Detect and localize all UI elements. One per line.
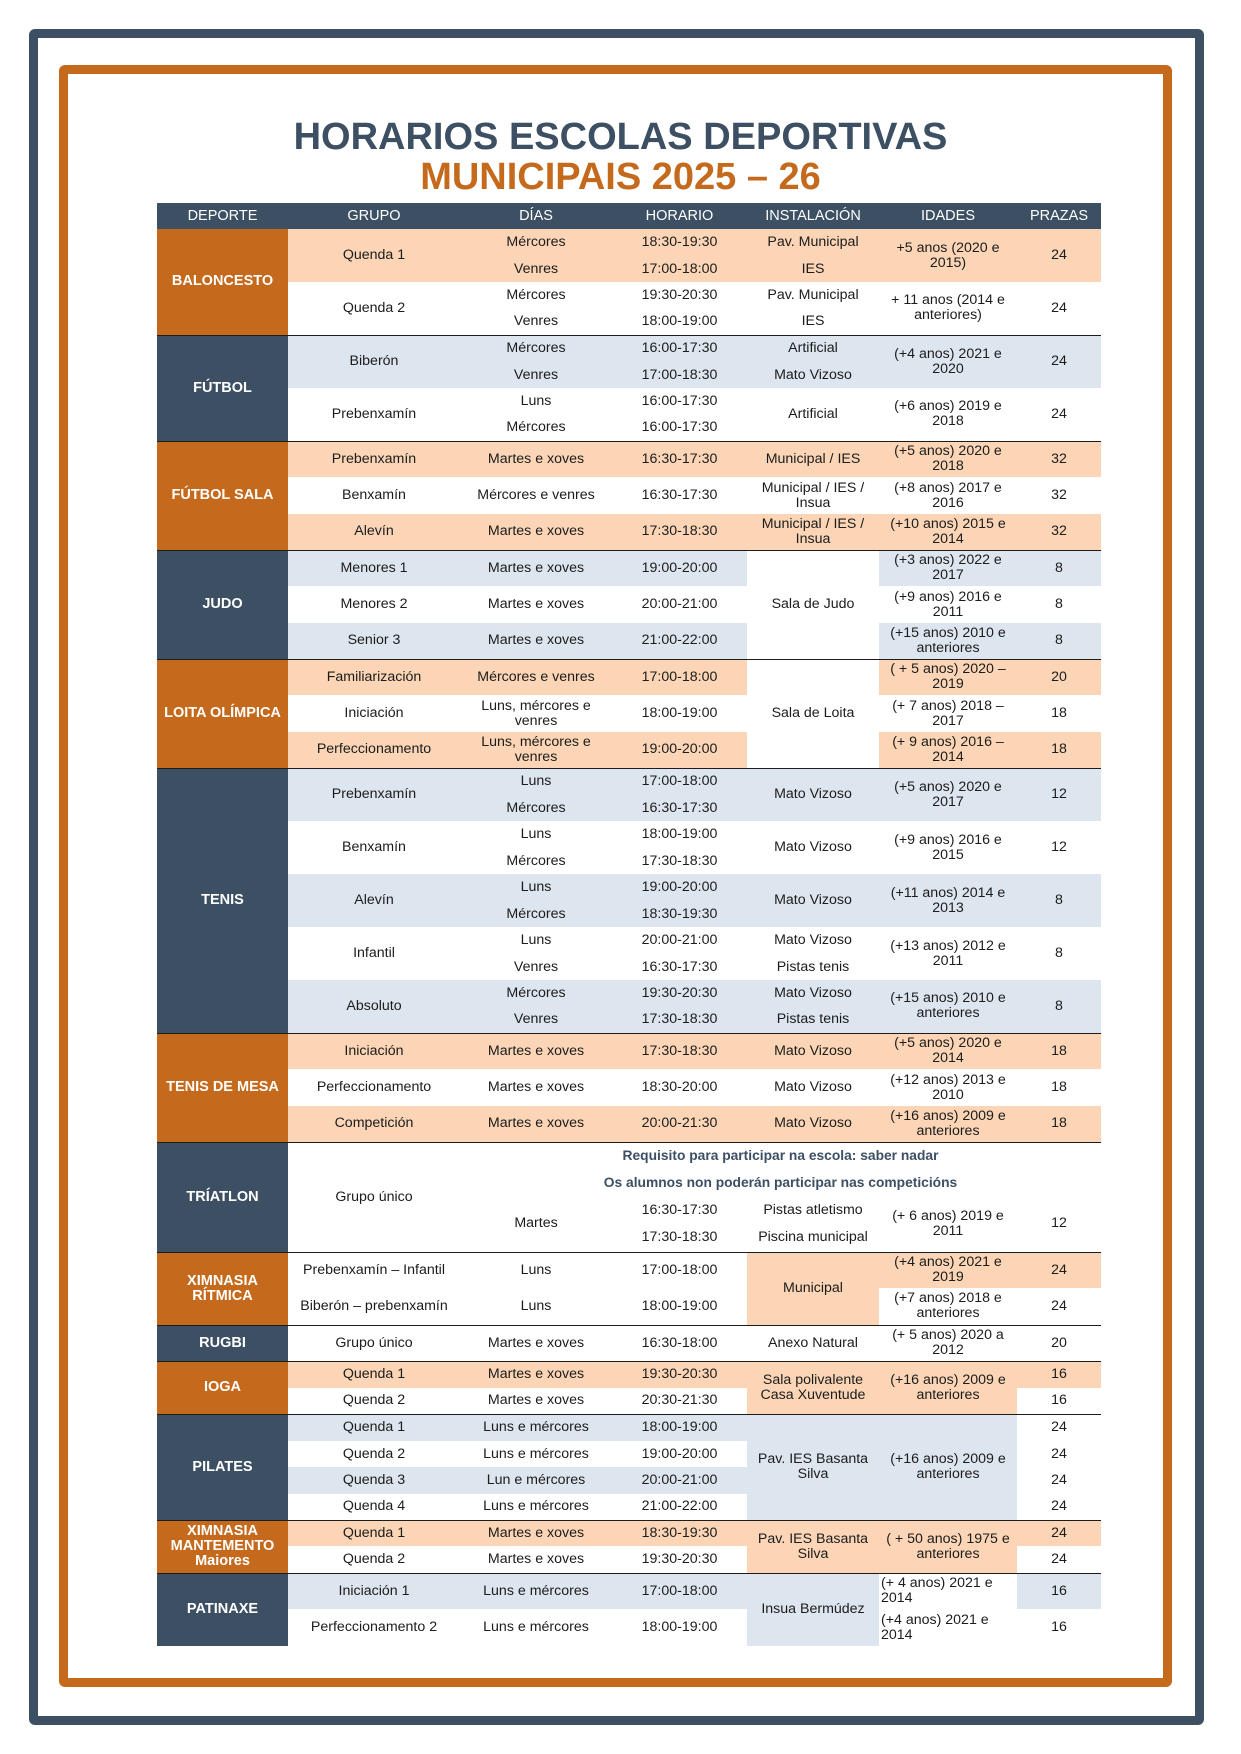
cell-horario: 18:30-19:30 bbox=[641, 905, 718, 922]
cell-grupo: Iniciación 1 bbox=[288, 1573, 460, 1609]
cell-prazas: 24 bbox=[1017, 1520, 1101, 1546]
sport-tenis: TENIS bbox=[157, 768, 288, 1033]
cell-idades: ( + 5 anos) 2020 – 2019 bbox=[879, 659, 1017, 695]
cell-idades: (+13 anos) 2012 e 2011 bbox=[890, 937, 1006, 969]
cell-idades: (+5 anos) 2020 e 2018 bbox=[879, 441, 1017, 477]
cell-instalacion: Piscina municipal bbox=[758, 1229, 868, 1246]
cell-prazas: 18 bbox=[1017, 1033, 1101, 1069]
cell-instalacion: Pav. IES Basanta Silva bbox=[747, 1414, 879, 1520]
header-instalacion: INSTALACIÓN bbox=[747, 203, 879, 229]
cell-dias: Mércores bbox=[506, 234, 566, 250]
cell-idades: (+16 anos) 2009 e anteriores bbox=[879, 1414, 1017, 1520]
cell-horario: 18:30-19:30 bbox=[612, 1520, 747, 1546]
cell-grupo: Perfeccionamento bbox=[316, 1079, 432, 1095]
cell-prazas: 8 bbox=[1055, 632, 1063, 649]
cell-prazas: 24 bbox=[1017, 1414, 1101, 1441]
cell-dias: Mércores bbox=[506, 799, 566, 816]
table-row bbox=[157, 335, 1101, 362]
cell-prazas: 24 bbox=[1051, 405, 1067, 422]
cell-prazas: 24 bbox=[1051, 247, 1067, 263]
cell-grupo: Infantil bbox=[353, 945, 395, 961]
triatlon-requirement-note: Requisito para participar na escola: saber nadar bbox=[460, 1142, 1101, 1169]
cell-grupo: Prebenxamín bbox=[288, 768, 460, 821]
cell-grupo: Biberón – prebenxamín bbox=[300, 1297, 448, 1314]
cell-grupo: Menores 2 bbox=[340, 596, 408, 612]
cell-dias: Luns e mércores bbox=[460, 1414, 612, 1441]
cell-instalacion: Pistas tenis bbox=[776, 1011, 850, 1028]
cell-instalacion: IES bbox=[801, 260, 825, 277]
cell-horario: 18:00-19:00 bbox=[612, 1414, 747, 1441]
cell-instalacion: Mato Vizoso bbox=[774, 366, 852, 383]
cell-grupo: Benxamín bbox=[342, 839, 406, 855]
sport-futbol: FÚTBOL bbox=[157, 335, 288, 441]
cell-prazas: 24 bbox=[1017, 1252, 1101, 1288]
cell-dias: Luns, mércores e venres bbox=[481, 697, 591, 729]
cell-grupo: Menores 1 bbox=[288, 550, 460, 586]
cell-dias: Luns bbox=[520, 932, 552, 948]
cell-horario: 17:30-18:30 bbox=[612, 1033, 747, 1069]
cell-grupo: Alevín bbox=[354, 892, 394, 908]
cell-prazas: 8 bbox=[1055, 997, 1063, 1014]
cell-idades: (+12 anos) 2013 e 2010 bbox=[890, 1071, 1006, 1103]
cell-instalacion: Mato Vizoso bbox=[774, 892, 852, 908]
table-row bbox=[157, 623, 1101, 659]
cell-grupo: Quenda 3 bbox=[342, 1472, 406, 1488]
table-row bbox=[157, 1609, 1101, 1646]
sport-patinaxe: PATINAXE bbox=[157, 1573, 288, 1646]
table-row bbox=[157, 550, 1101, 586]
cell-dias: Martes e xoves bbox=[460, 1520, 612, 1546]
cell-idades: (+15 anos) 2010 e anteriores bbox=[890, 990, 1006, 1022]
cell-dias: Luns, mércores e venres bbox=[481, 733, 591, 765]
cell-horario: 19:00-20:00 bbox=[612, 550, 747, 586]
table-row bbox=[157, 514, 1101, 550]
cell-idades: (+9 anos) 2016 e 2015 bbox=[894, 831, 1002, 863]
cell-grupo: Quenda 1 bbox=[288, 1520, 460, 1546]
table-row bbox=[157, 768, 1101, 795]
cell-dias: Luns e mércores bbox=[483, 1445, 589, 1462]
cell-grupo: Senior 3 bbox=[347, 632, 401, 649]
cell-prazas: 16 bbox=[1051, 1619, 1067, 1635]
cell-dias: Luns bbox=[460, 1252, 612, 1288]
cell-idades: (+15 anos) 2010 e anteriores bbox=[890, 624, 1006, 656]
cell-grupo: Iniciación bbox=[288, 1033, 460, 1069]
sport-rugbi: RUGBI bbox=[157, 1325, 288, 1361]
table-row bbox=[157, 477, 1101, 514]
cell-horario: 16:30-17:30 bbox=[641, 1201, 718, 1218]
cell-grupo: Benxamín bbox=[342, 487, 406, 503]
cell-idades: (+ 4 anos) 2021 e 2014 bbox=[879, 1573, 1017, 1609]
table-row bbox=[157, 980, 1101, 1007]
cell-horario: 18:00-19:00 bbox=[641, 705, 718, 721]
cell-grupo: Familiarización bbox=[288, 659, 460, 695]
cell-dias: Martes e xoves bbox=[460, 550, 612, 586]
sport-pilates: PILATES bbox=[157, 1414, 288, 1520]
cell-grupo: Quenda 2 bbox=[342, 1550, 406, 1567]
sport-triatlon: TRÍATLON bbox=[157, 1142, 288, 1252]
sport-loita-olimpica: LOITA OLÍMPICA bbox=[157, 659, 288, 768]
cell-idades: (+4 anos) 2021 e 2019 bbox=[879, 1252, 1017, 1288]
cell-dias: Martes e xoves bbox=[487, 523, 585, 540]
cell-dias: Mércores e venres bbox=[460, 659, 612, 695]
cell-horario: 19:00-20:00 bbox=[641, 741, 718, 758]
cell-dias: Venres bbox=[513, 313, 559, 330]
table-row bbox=[157, 1520, 1101, 1546]
cell-horario: 16:00-17:30 bbox=[612, 335, 747, 362]
cell-prazas: 24 bbox=[1051, 1498, 1067, 1515]
cell-idades: (+16 anos) 2009 e anteriores bbox=[890, 1107, 1006, 1139]
table-row bbox=[157, 282, 1101, 309]
cell-horario: 17:00-18:00 bbox=[641, 260, 718, 277]
cell-idades: (+7 anos) 2018 e anteriores bbox=[894, 1290, 1002, 1322]
cell-dias: Venres bbox=[513, 958, 559, 975]
cell-horario: 18:00-19:00 bbox=[641, 1619, 718, 1635]
cell-instalacion: Municipal / IES / Insua bbox=[761, 479, 865, 511]
cell-horario: 18:30-20:00 bbox=[641, 1079, 718, 1095]
cell-instalacion: Pav. Municipal bbox=[767, 287, 859, 303]
cell-horario: 19:30-20:30 bbox=[641, 287, 718, 303]
cell-grupo: Quenda 2 bbox=[342, 299, 406, 316]
cell-grupo: Quenda 1 bbox=[288, 1414, 460, 1441]
sport-ximnasia-ritmica: XIMNASIA RÍTMICA bbox=[157, 1252, 288, 1325]
cell-grupo: Quenda 2 bbox=[342, 1445, 406, 1462]
cell-grupo: Perfeccionamento 2 bbox=[310, 1619, 438, 1635]
cell-prazas: 24 bbox=[1051, 299, 1067, 316]
cell-instalacion: Insua Bermúdez bbox=[747, 1573, 879, 1646]
cell-dias: Martes e xoves bbox=[487, 1115, 585, 1132]
cell-dias: Luns bbox=[520, 879, 552, 895]
cell-grupo: Grupo único bbox=[288, 1142, 460, 1252]
table-row bbox=[157, 229, 1101, 256]
cell-horario: 16:30-17:30 bbox=[612, 441, 747, 477]
cell-horario: 16:30-18:00 bbox=[612, 1325, 747, 1361]
cell-prazas: 8 bbox=[1055, 892, 1063, 908]
table-row bbox=[157, 388, 1101, 415]
cell-horario: 17:30-18:30 bbox=[641, 852, 718, 869]
cell-grupo: Quenda 1 bbox=[342, 247, 406, 263]
cell-idades: (+11 anos) 2014 e 2013 bbox=[890, 884, 1006, 916]
cell-instalacion: Mato Vizoso bbox=[774, 932, 852, 948]
cell-idades: (+10 anos) 2015 e 2014 bbox=[890, 515, 1006, 547]
cell-prazas: 24 bbox=[1051, 1445, 1067, 1462]
cell-idades: (+8 anos) 2017 e 2016 bbox=[894, 479, 1002, 511]
cell-prazas: 18 bbox=[1051, 1079, 1067, 1095]
cell-prazas: 32 bbox=[1051, 487, 1067, 503]
cell-dias: Lun e mércores bbox=[486, 1472, 586, 1488]
cell-grupo: Grupo único bbox=[288, 1325, 460, 1361]
cell-idades: (+16 anos) 2009 e anteriores bbox=[879, 1361, 1017, 1414]
cell-instalacion: Sala polivalente Casa Xuventude bbox=[747, 1361, 879, 1414]
cell-horario: 16:00-17:30 bbox=[641, 419, 718, 436]
cell-horario: 17:00-18:00 bbox=[612, 1252, 747, 1288]
cell-horario: 19:30-20:30 bbox=[612, 1361, 747, 1388]
cell-horario: 20:00-21:00 bbox=[641, 932, 718, 948]
cell-instalacion: Mato Vizoso bbox=[747, 768, 879, 821]
cell-horario: 19:00-20:00 bbox=[641, 879, 718, 895]
cell-dias: Martes e xoves bbox=[487, 596, 585, 612]
cell-grupo: Perfeccionamento bbox=[316, 741, 432, 758]
table-row bbox=[157, 1033, 1101, 1069]
cell-horario: 16:30-17:30 bbox=[641, 799, 718, 816]
cell-horario: 16:30-17:30 bbox=[641, 487, 718, 503]
cell-dias: Martes e xoves bbox=[460, 1033, 612, 1069]
header-deporte: DEPORTE bbox=[157, 203, 288, 229]
cell-dias: Martes e xoves bbox=[487, 1392, 585, 1409]
cell-horario: 18:00-19:00 bbox=[641, 826, 718, 842]
cell-horario: 19:00-20:00 bbox=[641, 1445, 718, 1462]
cell-dias: Martes e xoves bbox=[487, 1079, 585, 1095]
cell-grupo: Prebenxamín bbox=[288, 441, 460, 477]
cell-instalacion: Sala de Judo bbox=[747, 550, 879, 659]
cell-prazas: 24 bbox=[1017, 1467, 1101, 1494]
header-prazas: PRAZAS bbox=[1017, 203, 1101, 229]
cell-idades: (+5 anos) 2020 e 2014 bbox=[879, 1033, 1017, 1069]
cell-prazas: 24 bbox=[1051, 1550, 1067, 1567]
table-row bbox=[157, 1361, 1101, 1388]
table-row bbox=[157, 821, 1101, 848]
cell-prazas: 8 bbox=[1055, 945, 1063, 961]
cell-prazas: 32 bbox=[1051, 523, 1067, 540]
cell-prazas: 8 bbox=[1055, 596, 1063, 612]
cell-idades: ( + 50 anos) 1975 e anteriores bbox=[879, 1520, 1017, 1573]
cell-idades: (+4 anos) 2021 e 2020 bbox=[879, 335, 1017, 388]
cell-horario: 17:00-18:00 bbox=[612, 1573, 747, 1609]
cell-horario: 20:30-21:30 bbox=[641, 1392, 718, 1409]
cell-idades: + 11 anos (2014 e anteriores) bbox=[891, 292, 1005, 324]
sport-judo: JUDO bbox=[157, 550, 288, 659]
cell-idades: (+ 5 anos) 2020 a 2012 bbox=[879, 1325, 1017, 1361]
cell-dias: Mércores bbox=[506, 852, 566, 869]
cell-dias: Mércores bbox=[460, 335, 612, 362]
cell-horario: 17:00-18:00 bbox=[612, 768, 747, 795]
cell-dias: Venres bbox=[513, 1011, 559, 1028]
cell-instalacion: IES bbox=[801, 313, 825, 330]
cell-prazas: 18 bbox=[1051, 705, 1067, 721]
cell-grupo: Prebenxamín – Infantil bbox=[288, 1252, 460, 1288]
cell-dias: Martes e xoves bbox=[487, 1550, 585, 1567]
cell-horario: 20:00-21:00 bbox=[641, 596, 718, 612]
cell-dias: Luns bbox=[520, 826, 552, 842]
table-row bbox=[157, 874, 1101, 901]
cell-horario: 17:30-18:30 bbox=[641, 523, 718, 540]
header-horario: HORARIO bbox=[612, 203, 747, 229]
cell-horario: 17:00-18:00 bbox=[612, 659, 747, 695]
cell-dias: Luns bbox=[460, 768, 612, 795]
triatlon-competition-note: Os alumnos non poderán participar nas competicións bbox=[603, 1175, 958, 1190]
cell-dias: Venres bbox=[513, 260, 559, 277]
table-row bbox=[157, 695, 1101, 732]
cell-idades: (+ 6 anos) 2019 e 2011 bbox=[892, 1207, 1004, 1239]
cell-dias: Martes bbox=[514, 1215, 558, 1232]
cell-instalacion: Sala de Loita bbox=[747, 659, 879, 768]
cell-dias: Martes e xoves bbox=[487, 632, 585, 649]
cell-prazas: 8 bbox=[1017, 550, 1101, 586]
cell-dias: Luns e mércores bbox=[483, 1619, 589, 1635]
cell-prazas: 12 bbox=[1051, 1215, 1067, 1232]
cell-prazas: 20 bbox=[1017, 659, 1101, 695]
cell-prazas: 12 bbox=[1051, 839, 1067, 855]
schedule-table bbox=[157, 203, 1101, 1646]
table-row bbox=[157, 441, 1101, 477]
cell-idades: (+ 9 anos) 2016 – 2014 bbox=[892, 733, 1004, 765]
cell-prazas: 18 bbox=[1051, 741, 1067, 758]
cell-dias: Mércores bbox=[506, 985, 566, 1001]
cell-instalacion: Municipal bbox=[747, 1252, 879, 1325]
cell-prazas: 24 bbox=[1017, 335, 1101, 388]
cell-dias: Luns e mércores bbox=[460, 1573, 612, 1609]
cell-horario: 18:00-19:00 bbox=[641, 1297, 718, 1314]
cell-horario: 21:00-22:00 bbox=[641, 1498, 718, 1515]
cell-horario: 17:00-18:30 bbox=[641, 366, 718, 383]
header-grupo: GRUPO bbox=[288, 203, 460, 229]
cell-instalacion: Artificial bbox=[747, 335, 879, 362]
cell-grupo: Quenda 1 bbox=[288, 1361, 460, 1388]
cell-idades: +5 anos (2020 e 2015) bbox=[896, 239, 1000, 271]
table-row bbox=[157, 1288, 1101, 1325]
cell-dias: Mércores bbox=[506, 419, 566, 436]
table-row bbox=[157, 1106, 1101, 1142]
cell-horario: 18:00-19:00 bbox=[641, 313, 718, 330]
cell-instalacion: Municipal / IES bbox=[747, 441, 879, 477]
cell-horario: 20:00-21:00 bbox=[641, 1472, 718, 1488]
header-idades: IDADES bbox=[879, 203, 1017, 229]
cell-instalacion: Pav. IES Basanta Silva bbox=[747, 1520, 879, 1573]
cell-prazas: 12 bbox=[1017, 768, 1101, 821]
cell-grupo: Quenda 2 bbox=[342, 1392, 406, 1409]
table-row bbox=[157, 1142, 1101, 1169]
cell-instalacion: Anexo Natural bbox=[747, 1325, 879, 1361]
table-row bbox=[157, 1069, 1101, 1106]
header-row bbox=[157, 203, 1101, 229]
cell-horario: 17:30-18:30 bbox=[641, 1229, 718, 1246]
table-row bbox=[157, 1252, 1101, 1288]
cell-horario: 21:00-22:00 bbox=[641, 632, 718, 649]
table-row bbox=[157, 1325, 1101, 1361]
cell-horario: 17:30-18:30 bbox=[641, 1011, 718, 1028]
cell-dias: Mércores bbox=[506, 905, 566, 922]
cell-dias: Mércores e venres bbox=[477, 487, 595, 503]
cell-horario: 18:30-19:30 bbox=[641, 234, 718, 250]
cell-horario: 20:00-21:30 bbox=[641, 1115, 718, 1132]
cell-grupo: Competición bbox=[334, 1115, 414, 1132]
title-line-2: MUNICIPAIS 2025 – 26 bbox=[420, 156, 821, 198]
sport-ioga: IOGA bbox=[157, 1361, 288, 1414]
cell-instalacion: Artificial bbox=[788, 405, 838, 422]
table-row bbox=[157, 732, 1101, 768]
cell-grupo: Prebenxamín bbox=[331, 405, 417, 422]
cell-horario: 19:30-20:30 bbox=[641, 985, 718, 1001]
sport-tenis-de-mesa: TENIS DE MESA bbox=[157, 1033, 288, 1142]
cell-prazas: 16 bbox=[1051, 1392, 1067, 1409]
cell-instalacion: Mato Vizoso bbox=[774, 985, 852, 1001]
cell-instalacion: Mato Vizoso bbox=[774, 1079, 852, 1095]
cell-idades: (+5 anos) 2020 e 2017 bbox=[879, 768, 1017, 821]
cell-instalacion: Pav. Municipal bbox=[767, 234, 859, 250]
cell-instalacion: Municipal / IES / Insua bbox=[761, 515, 865, 547]
cell-prazas: 16 bbox=[1017, 1361, 1101, 1388]
cell-horario: 16:30-17:30 bbox=[641, 958, 718, 975]
cell-grupo: Absoluto bbox=[346, 997, 402, 1014]
cell-dias: Luns e mércores bbox=[483, 1498, 589, 1515]
cell-prazas: 18 bbox=[1051, 1115, 1067, 1132]
cell-idades: (+6 anos) 2019 e 2018 bbox=[894, 398, 1002, 430]
cell-instalacion: Pistas atletismo bbox=[763, 1201, 863, 1218]
sport-baloncesto: BALONCESTO bbox=[157, 229, 288, 335]
cell-dias: Luns bbox=[520, 393, 552, 409]
cell-dias: Martes e xoves bbox=[460, 1325, 612, 1361]
cell-horario: 16:00-17:30 bbox=[641, 393, 718, 409]
cell-grupo: Biberón bbox=[288, 335, 460, 388]
table-row bbox=[157, 1414, 1101, 1441]
cell-idades: (+4 anos) 2021 e 2014 bbox=[881, 1611, 989, 1643]
cell-dias: Luns bbox=[520, 1297, 552, 1314]
cell-dias: Venres bbox=[513, 366, 559, 383]
cell-grupo: Quenda 4 bbox=[342, 1498, 406, 1515]
sport-futbol-sala: FÚTBOL SALA bbox=[157, 441, 288, 550]
cell-grupo: Alevín bbox=[354, 523, 394, 540]
header-dias: DÍAS bbox=[460, 203, 612, 229]
cell-dias: Martes e xoves bbox=[460, 441, 612, 477]
table-row bbox=[157, 1573, 1101, 1609]
cell-instalacion: Pistas tenis bbox=[776, 958, 850, 975]
cell-prazas: 16 bbox=[1017, 1573, 1101, 1609]
cell-idades: (+3 anos) 2022 e 2017 bbox=[879, 550, 1017, 586]
cell-prazas: 32 bbox=[1017, 441, 1101, 477]
table-row bbox=[157, 659, 1101, 695]
cell-prazas: 24 bbox=[1051, 1297, 1067, 1314]
cell-instalacion: Mato Vizoso bbox=[774, 1115, 852, 1132]
table-row bbox=[157, 927, 1101, 954]
cell-idades: (+ 7 anos) 2018 – 2017 bbox=[892, 697, 1004, 729]
sport-ximnasia-mantemento: XIMNASIA MANTEMENTO Maiores bbox=[157, 1520, 288, 1573]
title-line-1: HORARIOS ESCOLAS DEPORTIVAS bbox=[293, 116, 948, 158]
cell-dias: Martes e xoves bbox=[460, 1361, 612, 1388]
cell-instalacion: Mato Vizoso bbox=[774, 839, 852, 855]
cell-prazas: 20 bbox=[1017, 1325, 1101, 1361]
cell-horario: 19:30-20:30 bbox=[641, 1550, 718, 1567]
cell-grupo: Iniciación bbox=[344, 705, 404, 721]
table-row bbox=[157, 586, 1101, 623]
cell-idades: (+9 anos) 2016 e 2011 bbox=[894, 588, 1002, 620]
cell-dias: Mércores bbox=[506, 287, 566, 303]
cell-instalacion: Mato Vizoso bbox=[747, 1033, 879, 1069]
